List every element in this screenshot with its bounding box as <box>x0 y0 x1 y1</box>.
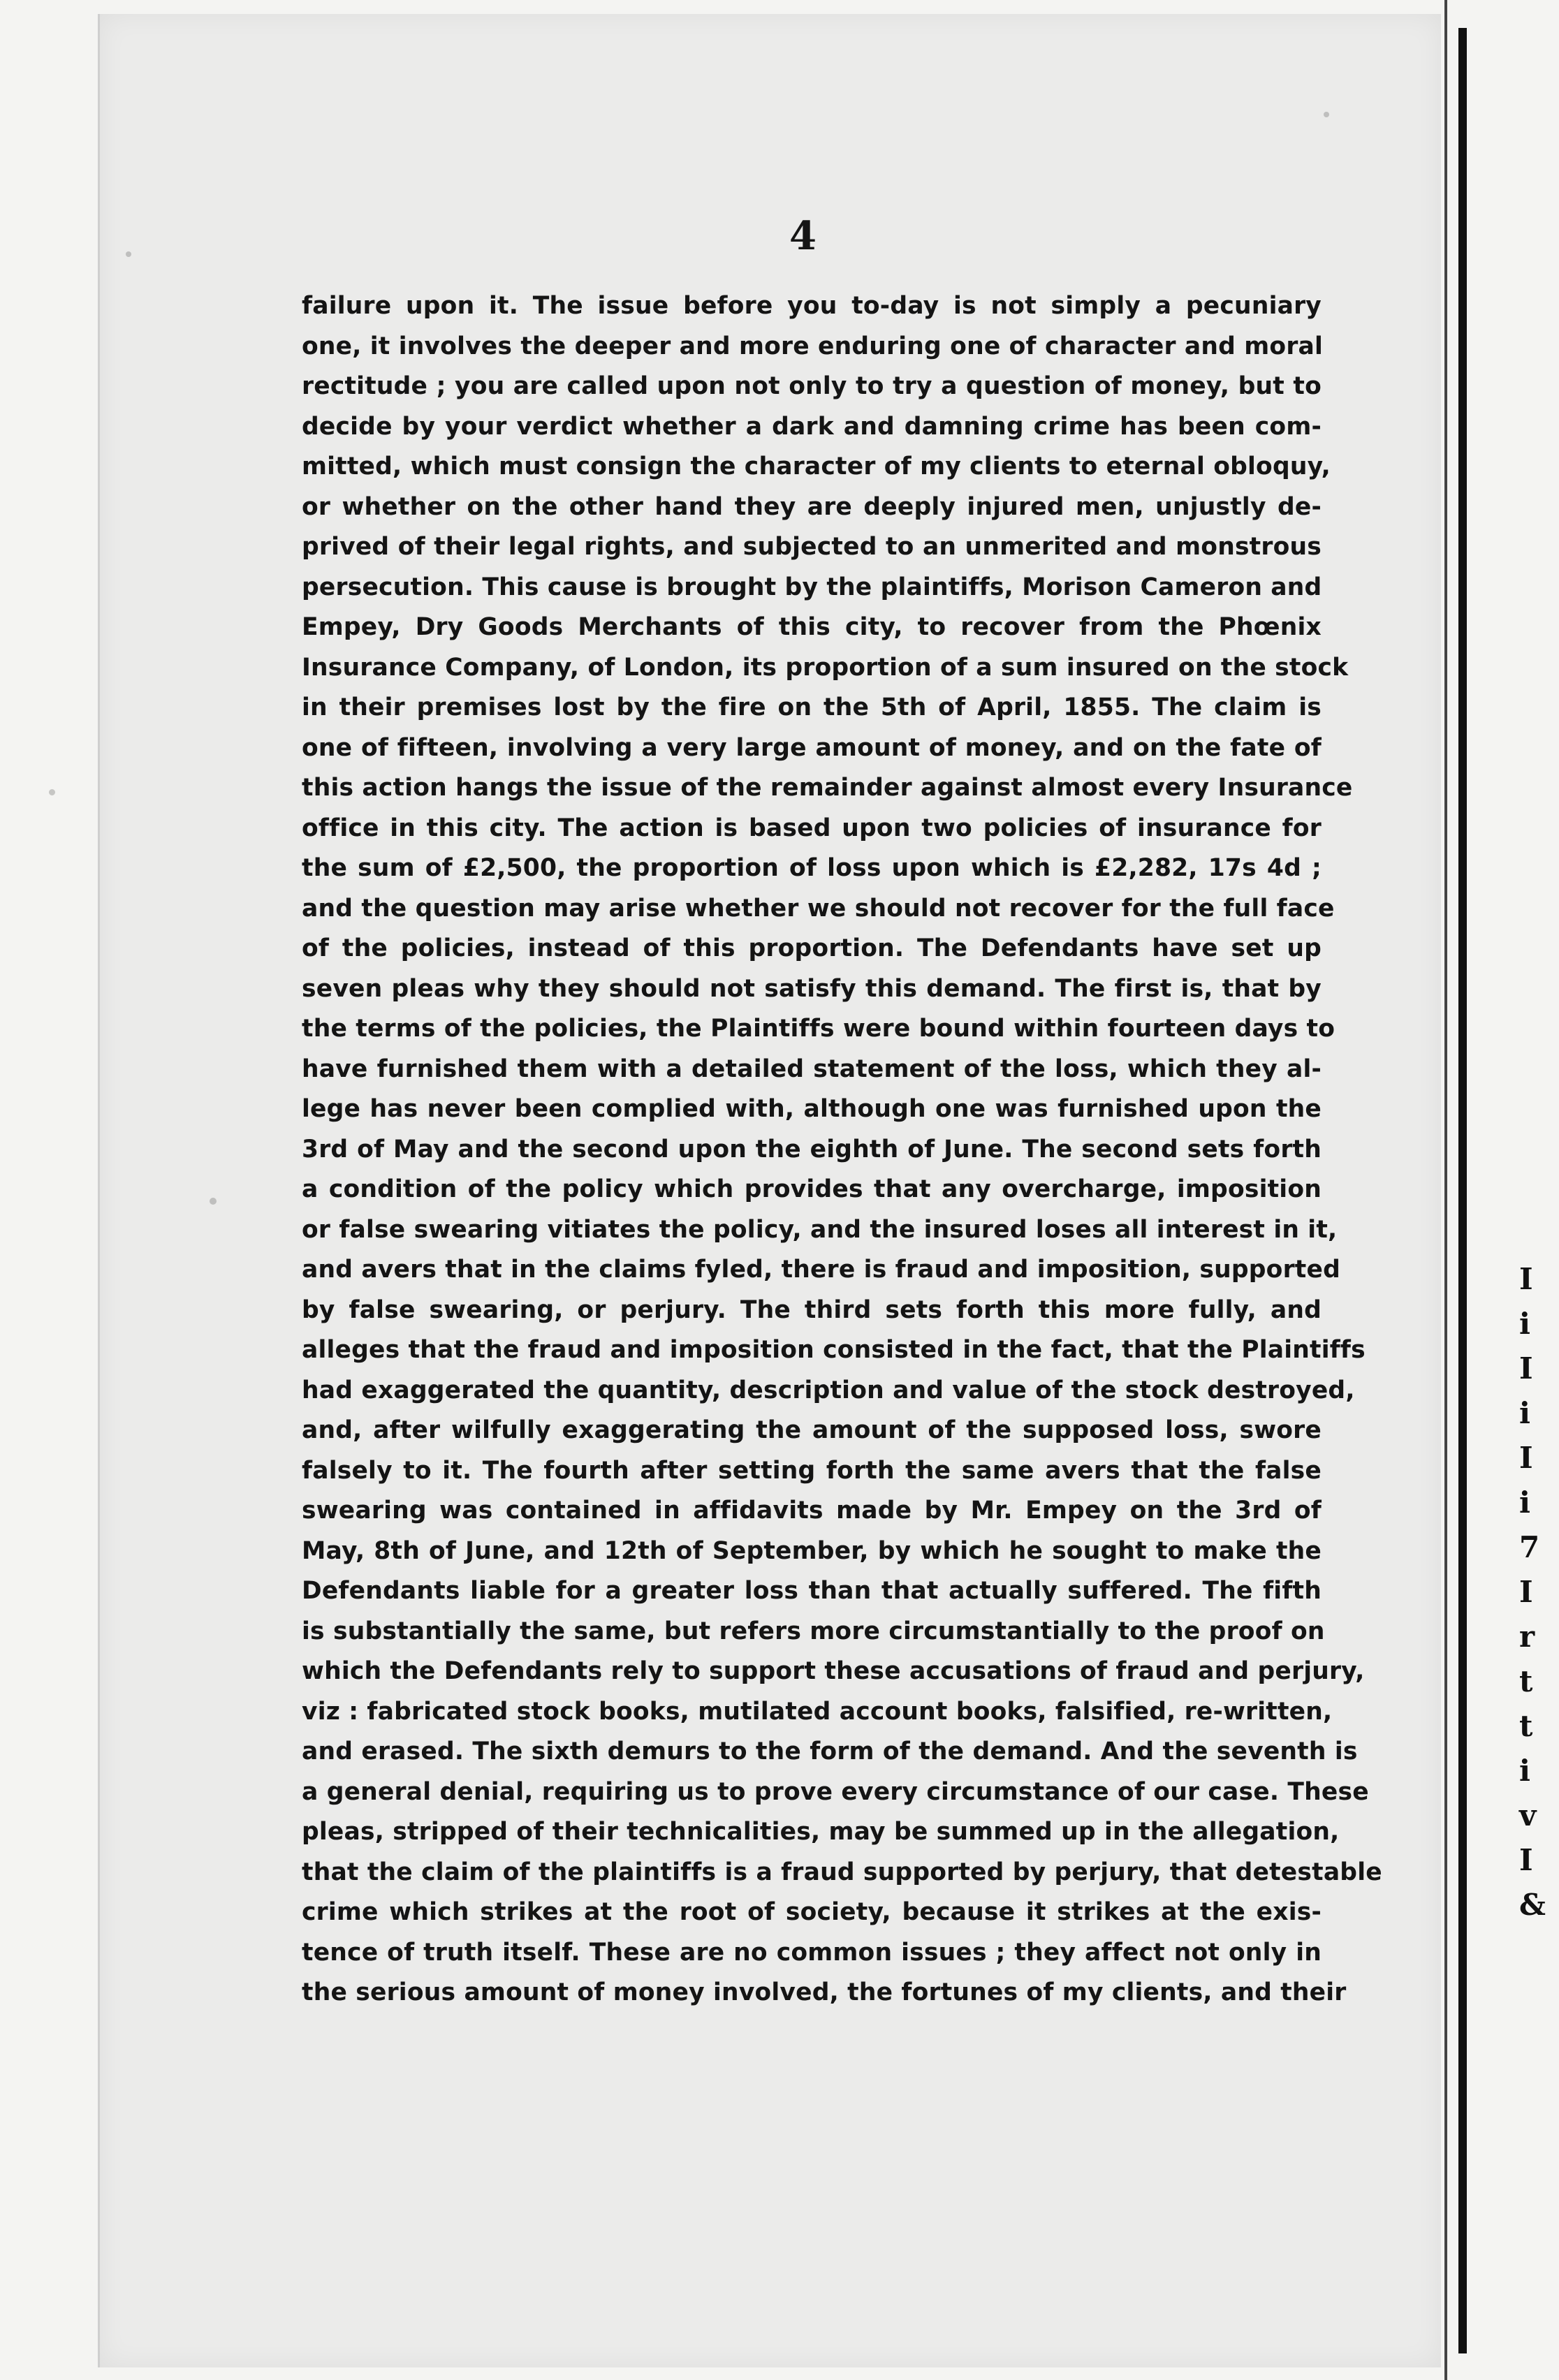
edge-fragment: t <box>1519 1664 1533 1698</box>
edge-fragment: I <box>1519 1441 1533 1475</box>
page-number: 4 <box>789 213 817 259</box>
text-line: prived of their legal rights, and subjected to an unmerited and monstrous <box>302 533 1322 561</box>
text-line: by false swearing, or perjury. The third sets forth this more fully, and <box>302 1295 1322 1324</box>
text-line: of the policies, instead of this proportion. The Defendants have set up <box>302 934 1322 962</box>
text-line: mitted, which must consign the character of my clients to eternal obloquy, <box>302 453 1331 480</box>
text-line: Insurance Company, of London, its proportion of a sum insured on the stock <box>302 653 1349 682</box>
text-line: office in this city. The action is based upon two policies of insurance for <box>302 814 1322 842</box>
edge-fragment: i <box>1519 1485 1530 1520</box>
text-line: persecution. This cause is brought by the plaintiffs, Morison Cameron and <box>302 573 1322 601</box>
edge-fragment: i <box>1519 1307 1530 1341</box>
text-line: Empey, Dry Goods Merchants of this city, to recover from the Phœnix <box>302 613 1322 641</box>
text-line: or false swearing vitiates the policy, and the insured loses all interest in it, <box>302 1215 1338 1244</box>
edge-fragment: & <box>1519 1888 1546 1922</box>
edge-fragment: t <box>1519 1709 1533 1743</box>
ink-smudge <box>126 251 131 257</box>
text-line: in their premises lost by the fire on the 5th of April, 1855. The claim is <box>302 693 1322 721</box>
text-line: that the claim of the plaintiffs is a fraud supported by perjury, that detestable <box>302 1858 1382 1886</box>
edge-fragment: I <box>1519 1262 1533 1296</box>
text-line: lege has never been complied with, although one was furnished upon the <box>302 1095 1322 1123</box>
text-line: 3rd of May and the second upon the eighth of June. The second sets forth <box>302 1135 1322 1163</box>
text-line: failure upon it. The issue before you to-day is not simply a pecuniary <box>302 292 1322 320</box>
edge-fragment: v <box>1519 1798 1537 1832</box>
ink-smudge <box>210 1198 217 1205</box>
text-line: one, it involves the deeper and more enduring one of character and moral <box>302 332 1324 360</box>
edge-fragment: r <box>1519 1619 1535 1654</box>
text-line: pleas, stripped of their technicalities, may be summed up in the allegation, <box>302 1818 1340 1846</box>
edge-fragment: 7 <box>1519 1530 1540 1564</box>
text-line: rectitude ; you are called upon not only to try a question of money, but to <box>302 372 1322 400</box>
edge-fragment: i <box>1519 1754 1530 1788</box>
adjacent-page-fragments <box>1519 1257 1554 1927</box>
text-line: alleges that the fraud and imposition consisted in the fact, that the Plaintiffs <box>302 1336 1366 1364</box>
text-line: crime which strikes at the root of society, because it strikes at the exis- <box>302 1898 1322 1926</box>
edge-fragment: I <box>1519 1351 1533 1386</box>
text-line: a general denial, requiring us to prove every circumstance of our case. These <box>302 1777 1369 1806</box>
text-line: a condition of the policy which provides that any overcharge, imposition <box>302 1175 1322 1203</box>
text-line: have furnished them with a detailed statement of the loss, which they al- <box>302 1055 1322 1083</box>
text-line: swearing was contained in affidavits made by Mr. Empey on the 3rd of <box>302 1497 1322 1525</box>
text-line: is substantially the same, but refers more circumstantially to the proof on <box>302 1617 1325 1645</box>
ink-smudge <box>49 789 55 795</box>
text-line: decide by your verdict whether a dark and damning crime has been com- <box>302 412 1322 441</box>
ink-smudge <box>1324 112 1329 117</box>
text-line: and erased. The sixth demurs to the form of the demand. And the seventh is <box>302 1738 1358 1765</box>
binding-edge-bar <box>1458 28 1467 2353</box>
text-line: had exaggerated the quantity, description and value of the stock destroyed, <box>302 1376 1355 1404</box>
text-line: seven pleas why they should not satisfy this demand. The first is, that by <box>302 974 1322 1003</box>
binding-shadow-line <box>1444 0 1447 2380</box>
text-line: the terms of the policies, the Plaintiffs were bound within fourteen days to <box>302 1015 1335 1043</box>
text-line: one of fifteen, involving a very large amount of money, and on the fate of <box>302 733 1322 762</box>
text-line: or whether on the other hand they are deeply injured men, unjustly de- <box>302 492 1322 521</box>
text-line: tence of truth itself. These are no common issues ; they affect not only in <box>302 1938 1322 1967</box>
edge-fragment: I <box>1519 1843 1533 1877</box>
text-line: this action hangs the issue of the remainder against almost every Insurance <box>302 774 1353 802</box>
text-line: falsely to it. The fourth after setting forth the same avers that the false <box>302 1456 1322 1485</box>
body-text <box>302 286 1382 2013</box>
edge-fragment: I <box>1519 1575 1533 1609</box>
edge-fragment: i <box>1519 1396 1530 1430</box>
text-line: and avers that in the claims fyled, there is fraud and imposition, supported <box>302 1256 1340 1284</box>
text-line: and, after wilfully exaggerating the amount of the supposed loss, swore <box>302 1416 1322 1444</box>
text-line: the serious amount of money involved, the fortunes of my clients, and their <box>302 1978 1347 2006</box>
text-line: and the question may arise whether we should not recover for the full face <box>302 894 1335 923</box>
text-line: Defendants liable for a greater loss than that actually suffered. The fifth <box>302 1577 1322 1605</box>
text-line: May, 8th of June, and 12th of September, by which he sought to make the <box>302 1536 1322 1565</box>
text-line: the sum of £2,500, the proportion of loss upon which is £2,282, 17s 4d ; <box>302 854 1322 882</box>
text-line: which the Defendants rely to support these accusations of fraud and perjury, <box>302 1657 1365 1685</box>
text-line: viz : fabricated stock books, mutilated account books, falsified, re-written, <box>302 1697 1333 1726</box>
